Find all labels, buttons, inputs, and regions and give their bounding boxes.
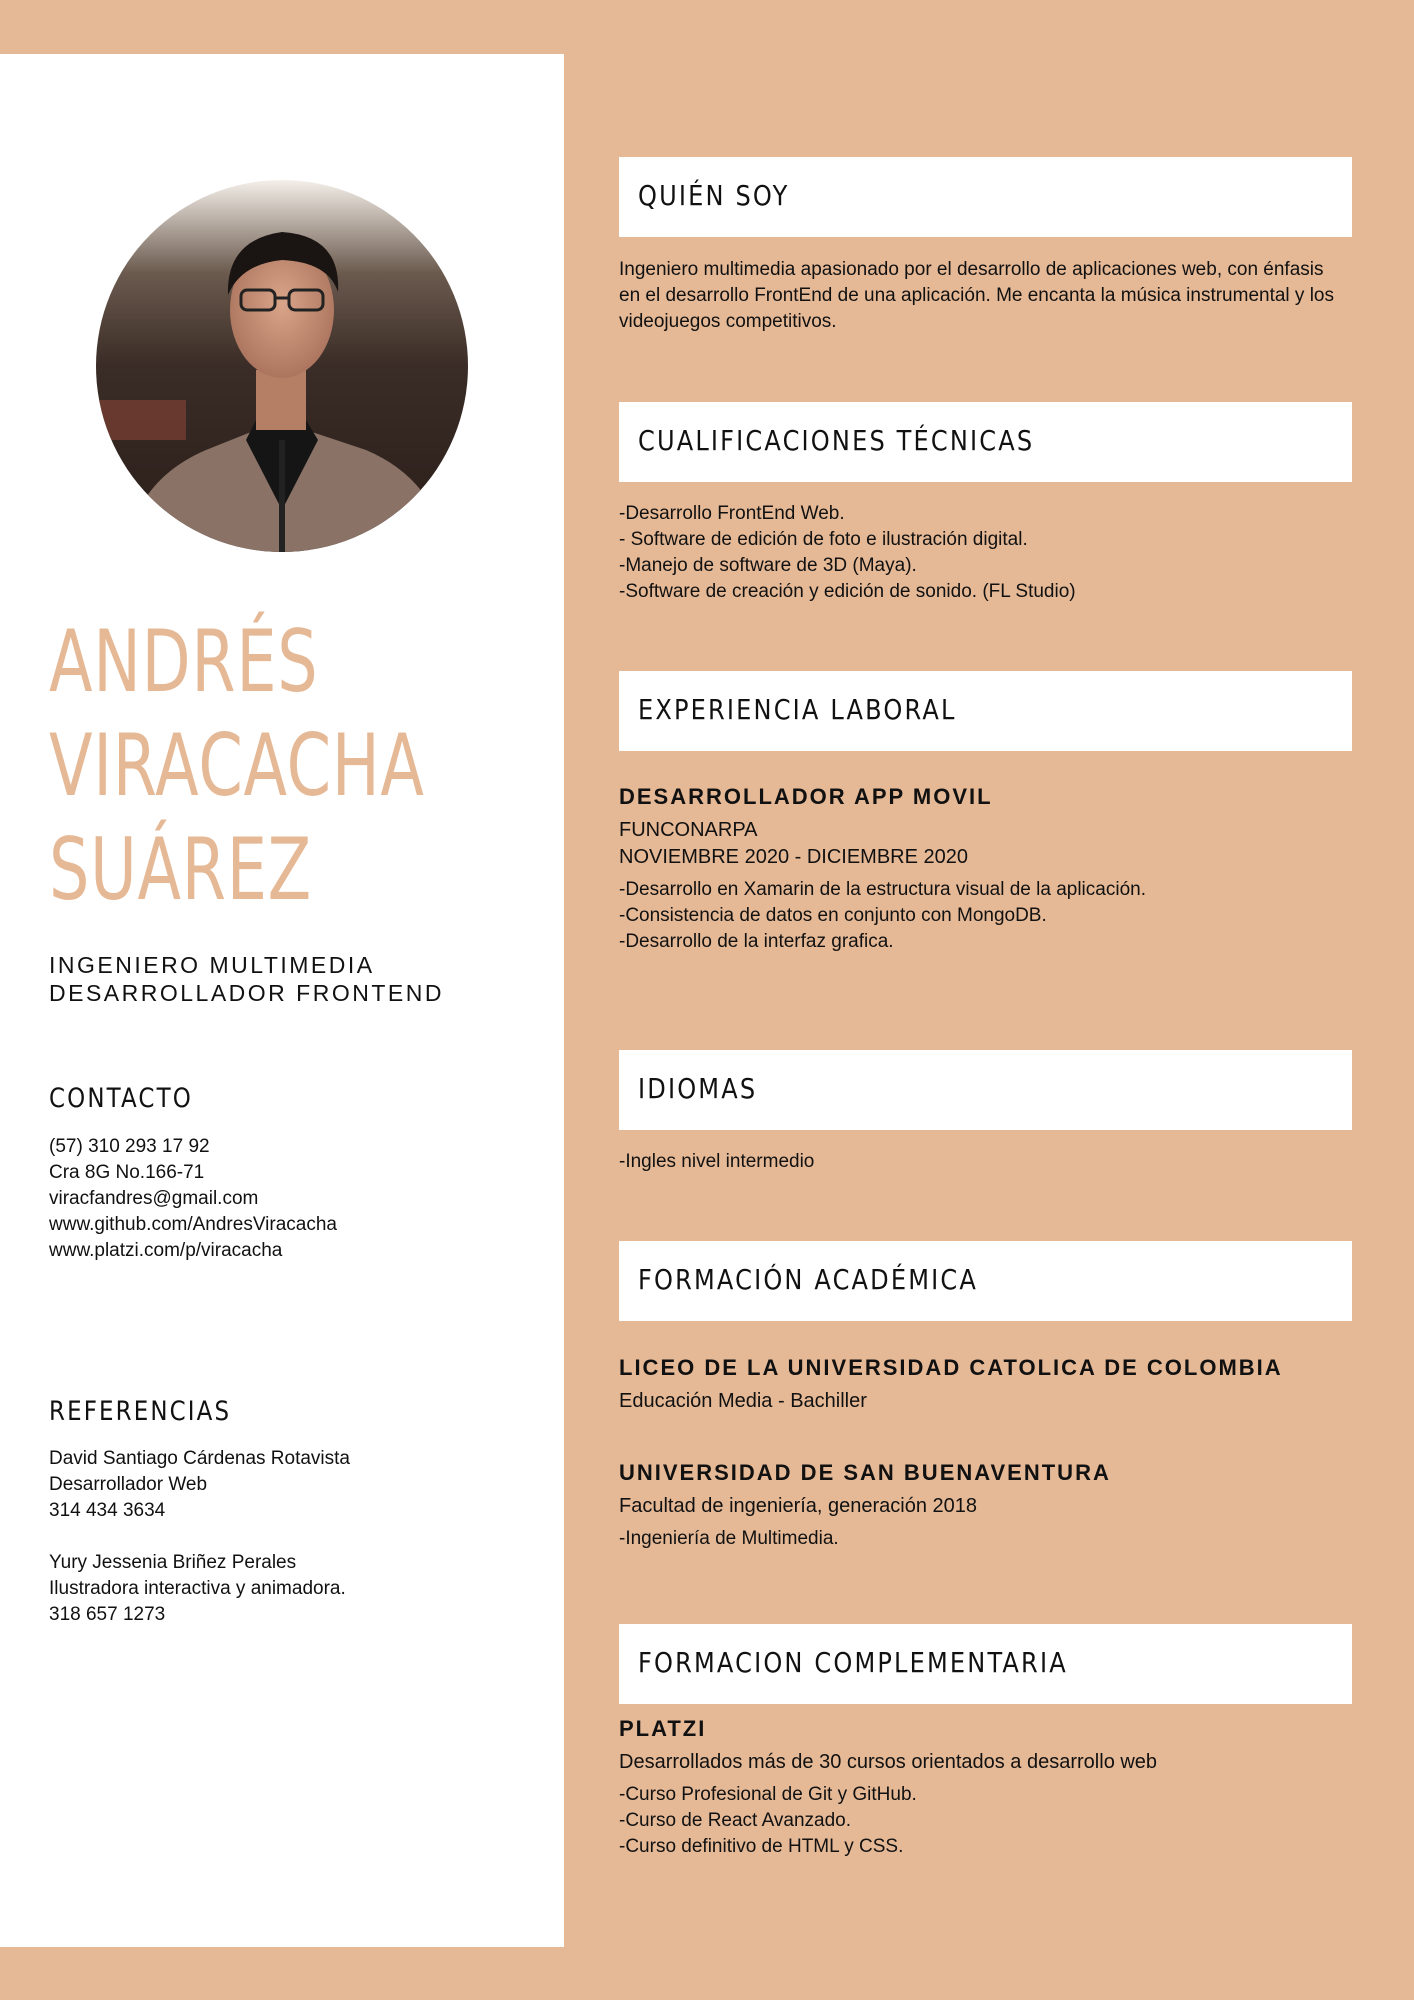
course-item: -Curso Profesional de Git y GitHub. [619, 1784, 917, 1805]
complementary-section-header [619, 1624, 1352, 1704]
complementary-courses [619, 1782, 1359, 1860]
name-line-2: VIRACACHA [49, 716, 425, 816]
profile-photo [96, 180, 468, 552]
complementary-org: PLATZI [619, 1716, 707, 1741]
job-duties [619, 877, 1359, 955]
reference-1-phone: 314 434 3634 [49, 1500, 166, 1521]
contact-github[interactable]: www.github.com/AndresViracacha [49, 1214, 337, 1235]
job-duty: -Desarrollo en Xamarin de la estructura visual de la aplicación. [619, 879, 1146, 900]
job-title: DESARROLLADOR APP MOVIL [619, 784, 993, 809]
course-item: -Curso definitivo de HTML y CSS. [619, 1836, 904, 1857]
languages-list [619, 1149, 1359, 1175]
complementary-detail: Desarrollados más de 30 cursos orientados a desarrollo web [619, 1751, 1158, 1773]
reference-2-role: Ilustradora interactiva y animadora. [49, 1578, 346, 1599]
school-2-detail: Facultad de ingeniería, generación 2018 [619, 1495, 978, 1517]
about-section-header [619, 157, 1352, 237]
job-duty: -Desarrollo de la interfaz grafica. [619, 931, 894, 952]
skills-section-header [619, 402, 1352, 482]
experience-entry [619, 783, 1359, 955]
reference-spacer [49, 1524, 350, 1550]
about-line-3: videojuegos competitivos. [619, 311, 837, 332]
about-line-1: Ingeniero multimedia apasionado por el desarrollo de aplicaciones web, con énfasis [619, 259, 1324, 280]
school-1-detail: Educación Media - Bachiller [619, 1390, 867, 1412]
references-heading: REFERENCIAS [49, 1396, 232, 1427]
contact-phone: (57) 310 293 17 92 [49, 1136, 210, 1157]
contact-heading: CONTACTO [49, 1083, 193, 1114]
contact-email[interactable]: viracfandres@gmail.com [49, 1188, 259, 1209]
job-company: FUNCONARPA [619, 819, 758, 841]
skills-list [619, 501, 1359, 605]
reference-1-name: David Santiago Cárdenas Rotavista [49, 1448, 351, 1469]
contact-list [49, 1134, 337, 1264]
experience-heading: EXPERIENCIA LABORAL [638, 693, 957, 726]
education-entry-2 [619, 1459, 1359, 1552]
school-1-name: LICEO DE LA UNIVERSIDAD CATOLICA DE COLOMBIA [619, 1355, 1283, 1380]
school-2-name: UNIVERSIDAD DE SAN BUENAVENTURA [619, 1460, 1111, 1485]
name-line-3: SUÁREZ [49, 820, 312, 920]
skill-item: -Desarrollo FrontEnd Web. [619, 503, 845, 524]
name-line-1: ANDRÉS [49, 612, 319, 712]
about-heading: QUIÉN SOY [638, 179, 790, 212]
school-2-program: -Ingeniería de Multimedia. [619, 1528, 839, 1549]
reference-2-phone: 318 657 1273 [49, 1604, 166, 1625]
candidate-name [49, 610, 425, 922]
role-line-2: DESARROLLADOR FRONTEND [49, 980, 444, 1006]
skills-heading: CUALIFICACIONES TÉCNICAS [638, 424, 1035, 457]
candidate-role [49, 951, 444, 1007]
languages-section-header [619, 1050, 1352, 1130]
reference-2-name: Yury Jessenia Briñez Perales [49, 1552, 297, 1573]
skill-item: -Software de creación y edición de sonido. (FL Studio) [619, 581, 1076, 602]
contact-platzi[interactable]: www.platzi.com/p/viracacha [49, 1240, 283, 1261]
education-entry-1 [619, 1354, 1359, 1415]
course-item: -Curso de React Avanzado. [619, 1810, 852, 1831]
language-item: -Ingles nivel intermedio [619, 1151, 815, 1172]
role-line-1: INGENIERO MULTIMEDIA [49, 952, 375, 978]
education-section-header [619, 1241, 1352, 1321]
references-list [49, 1446, 350, 1628]
about-line-2: en el desarrollo FrontEnd de una aplicación. Me encanta la música instrumental y los [619, 285, 1334, 306]
reference-1-role: Desarrollador Web [49, 1474, 208, 1495]
languages-heading: IDIOMAS [638, 1072, 758, 1105]
skill-item: - Software de edición de foto e ilustración digital. [619, 529, 1028, 550]
skill-item: -Manejo de software de 3D (Maya). [619, 555, 917, 576]
complementary-entry [619, 1715, 1359, 1860]
about-text [619, 257, 1359, 335]
contact-address: Cra 8G No.166-71 [49, 1162, 205, 1183]
education-heading: FORMACIÓN ACADÉMICA [638, 1263, 979, 1296]
experience-section-header [619, 671, 1352, 751]
complementary-heading: FORMACION COMPLEMENTARIA [638, 1646, 1068, 1679]
job-duty: -Consistencia de datos en conjunto con MongoDB. [619, 905, 1047, 926]
job-dates: NOVIEMBRE 2020 - DICIEMBRE 2020 [619, 846, 969, 868]
